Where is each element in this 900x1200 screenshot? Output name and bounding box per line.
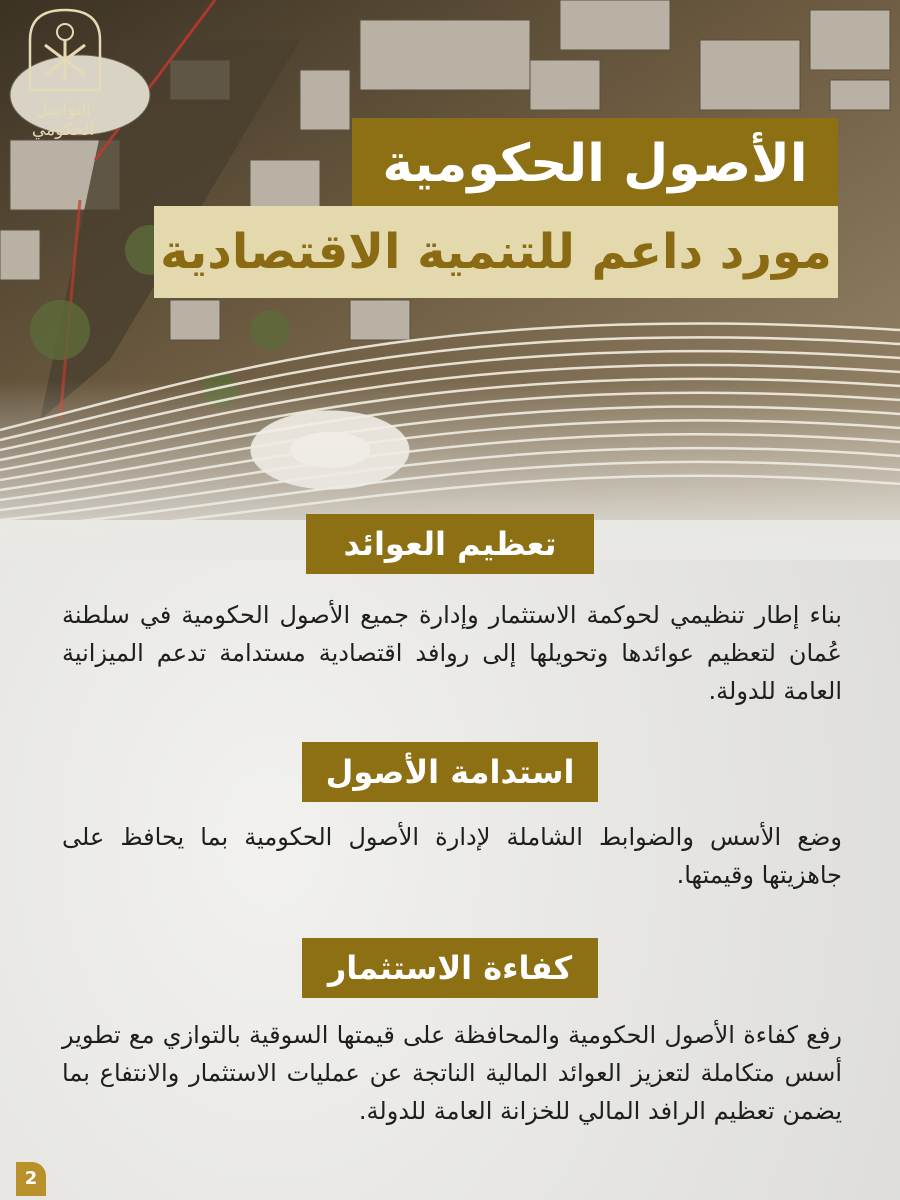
title-banner-primary: الأصول الحكومية [352, 118, 838, 210]
logo-text [8, 100, 118, 140]
section-heading-investment-efficiency: كفاءة الاستثمار [302, 938, 598, 998]
title-banner-secondary: مورد داعم للتنمية الاقتصادية [154, 206, 838, 298]
section-body-investment-efficiency: رفع كفاءة الأصول الحكومية والمحافظة على قيمتها السوقية بالتوازي مع تطوير أسس متكاملة لتعزيز العوائد المالية الناتجة عن عمليات الاستثمار والانتفاع بما يضمن تعظيم الرافد المالي للخزانة العامة للدولة. [62, 1021, 842, 1125]
logo-text-line1: التواصل [35, 100, 91, 120]
logo-text-line2: الحكومي [31, 120, 95, 140]
page-number-badge: 2 [16, 1162, 46, 1196]
section-body-maximize-returns: بناء إطار تنظيمي لحوكمة الاستثمار وإدارة جميع الأصول الحكومية في سلطنة عُمان لتعظيم عوائدها وتحويلها إلى روافد اقتصادية مستدامة تدعم الميزانية العامة للدولة. [62, 601, 842, 705]
section-heading-asset-sustainability: استدامة الأصول [302, 742, 598, 802]
section-body-asset-sustainability: وضع الأسس والضوابط الشاملة لإدارة الأصول الحكومية بما يحافظ على جاهزيتها وقيمتها. [62, 823, 842, 889]
emblem-icon [0, 0, 130, 110]
section-heading-maximize-returns: تعظيم العوائد [306, 514, 594, 574]
